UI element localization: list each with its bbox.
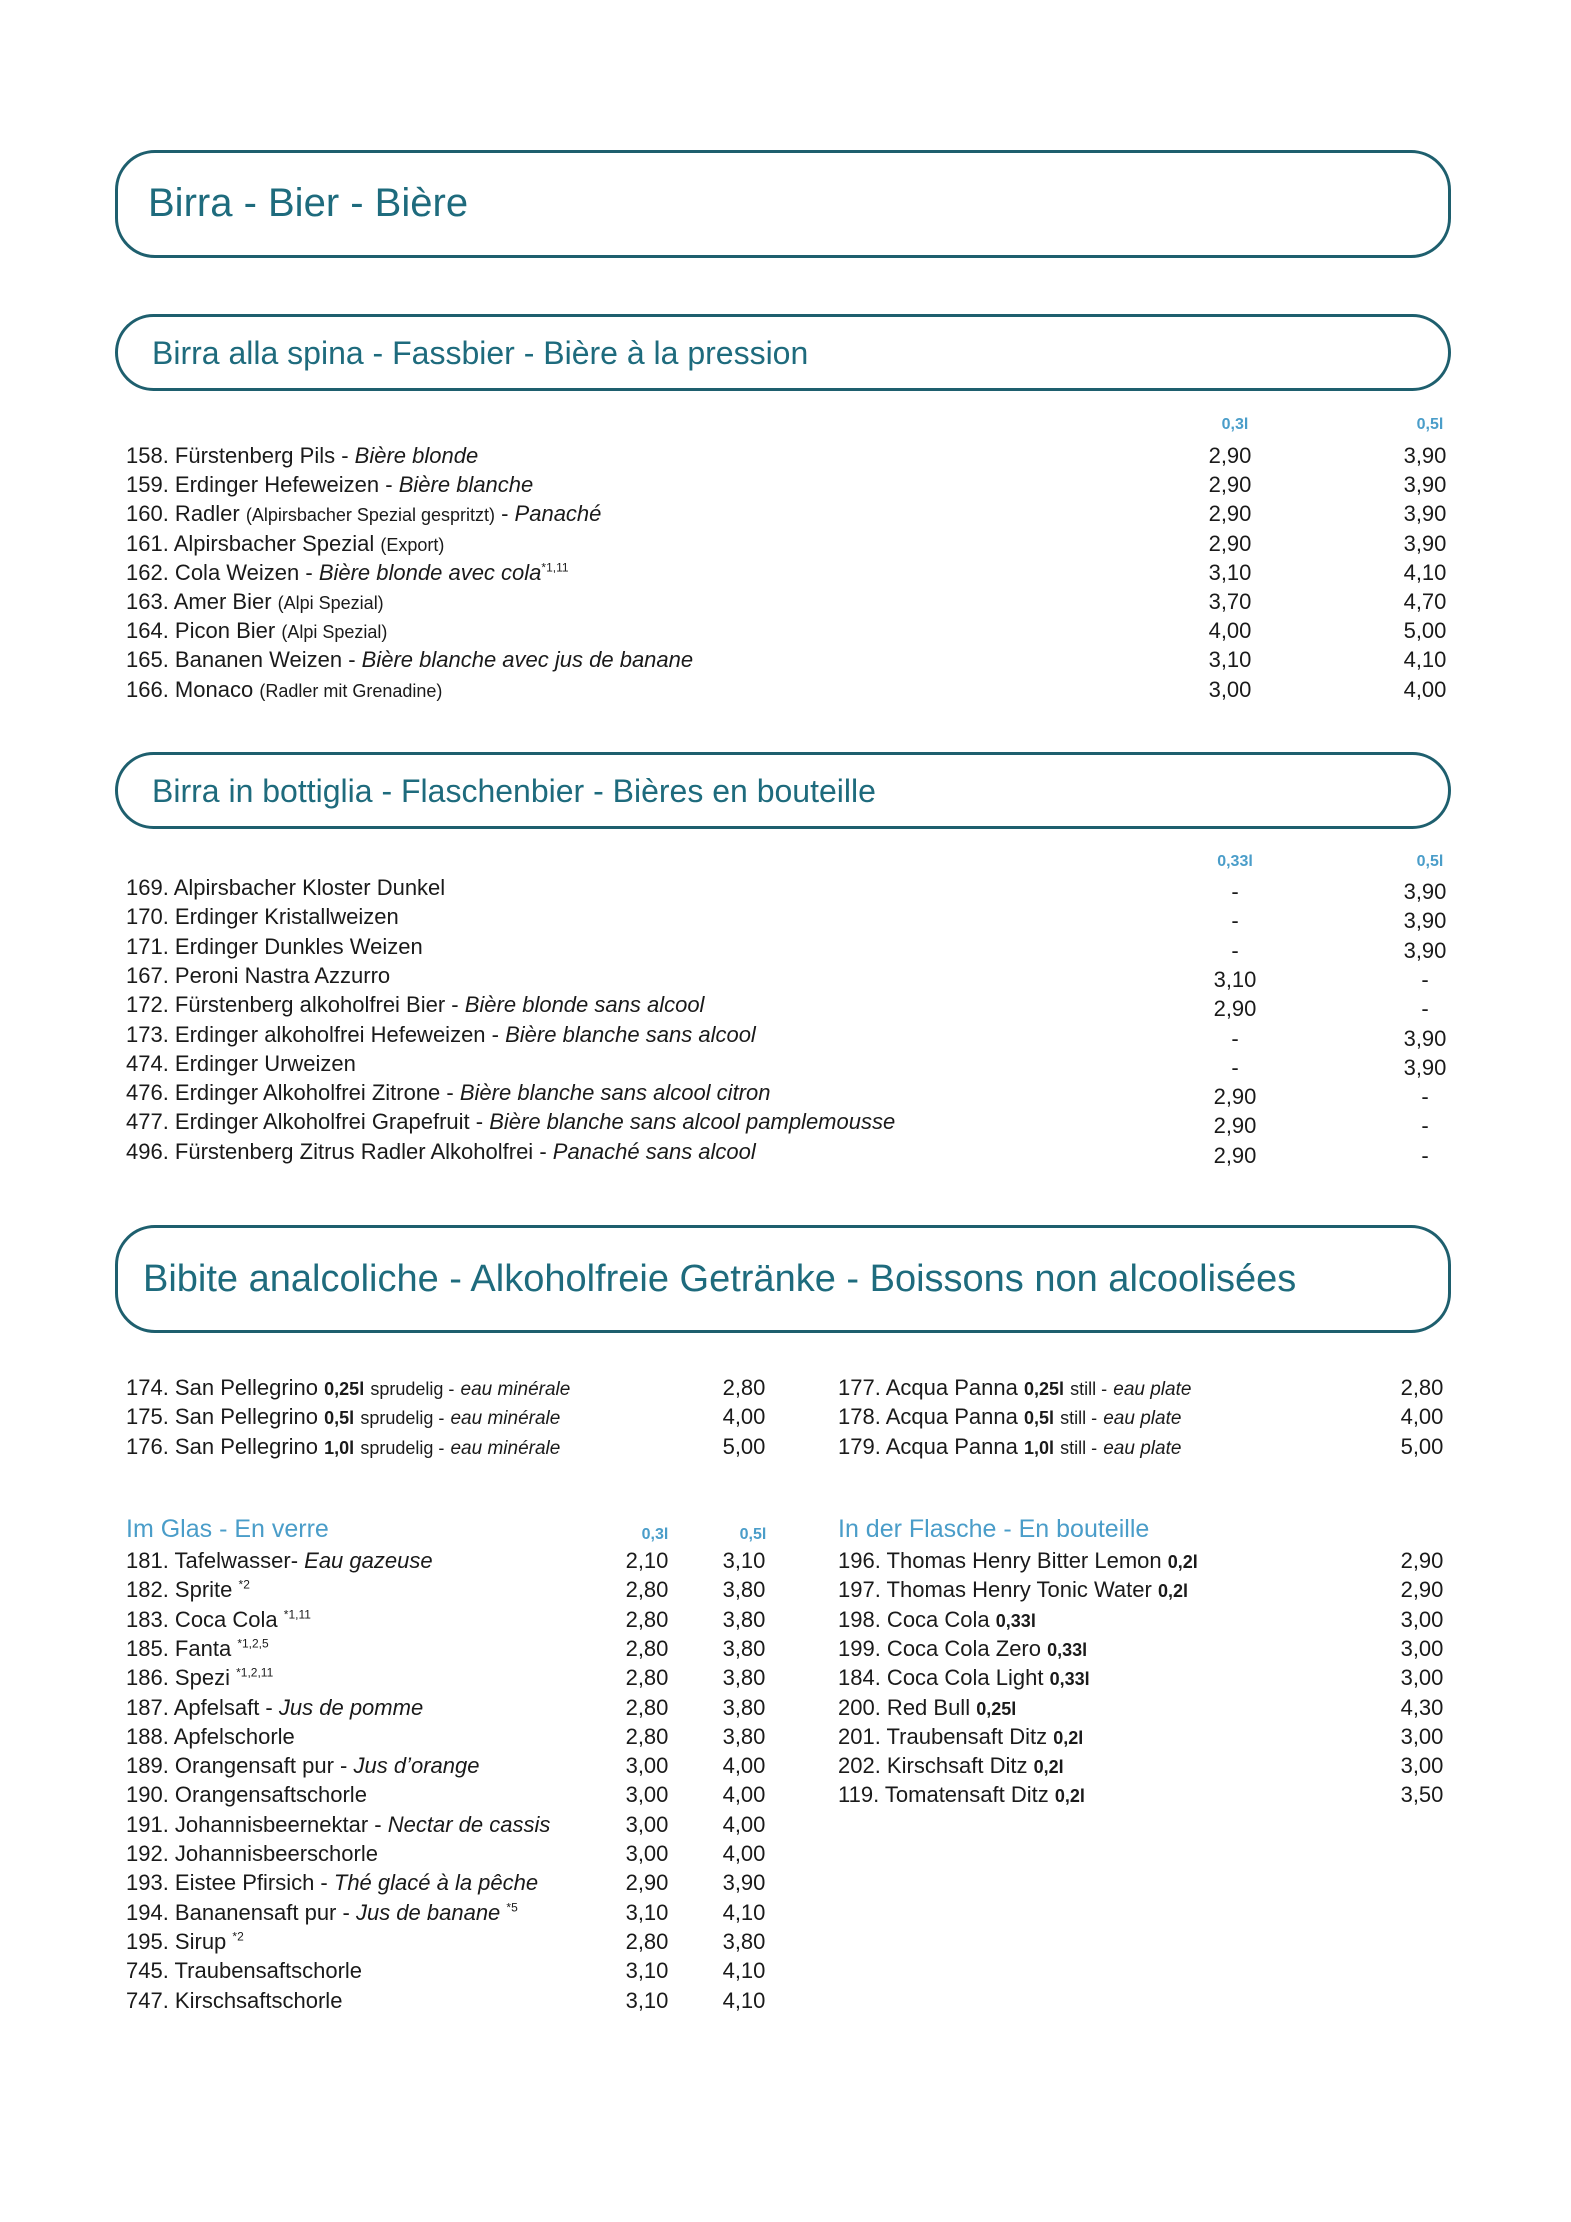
menu-item <box>126 1839 378 1868</box>
item-name: 163. Amer Bier <box>126 589 272 614</box>
menu-item: 172. Fürstenberg alkoholfrei Bier - Bière blonde sans alcool <box>126 992 705 1018</box>
price: 5,00 <box>722 1433 766 1459</box>
item-description: Eau gazeuse <box>304 1548 433 1573</box>
menu-item: 476. Erdinger Alkoholfrei Zitrone - Bière blanche sans alcool citron <box>126 1080 771 1106</box>
item-name: 179. Acqua Panna <box>838 1433 1018 1459</box>
item-description: Panaché <box>514 501 602 527</box>
menu-item <box>838 1780 1085 1809</box>
item-size: 0,25l <box>1023 1379 1064 1399</box>
menu-item <box>838 1634 1087 1663</box>
bottle-col-header-small: 0,33l <box>1217 853 1253 870</box>
item-size: 1,0l <box>324 1437 355 1458</box>
menu-item: 160. Radler (Alpirsbacher Spezial gespritzt) - Panaché <box>126 501 602 527</box>
item-name: 188. Apfelschorle <box>126 1723 295 1749</box>
item-name: 158. Fürstenberg Pils <box>126 443 336 468</box>
menu-item <box>126 1751 479 1780</box>
menu-item <box>838 1546 1198 1575</box>
menu-item: 165. Bananen Weizen - Bière blanche avec jus de banane <box>126 647 694 673</box>
price-small: - <box>1231 1025 1239 1051</box>
item-name: 197. Thomas Henry Tonic Water <box>838 1577 1152 1603</box>
price-large: 4,00 <box>722 1753 766 1779</box>
item-name: 172. Fürstenberg alkoholfrei Bier <box>126 992 446 1018</box>
item-description: Bière blonde avec cola <box>318 559 542 585</box>
menu-item <box>126 1722 295 1751</box>
menu-item <box>126 529 444 558</box>
menu-item <box>838 1605 1036 1634</box>
glass-col-header-small: 0,3l <box>641 1526 669 1543</box>
price-large: 3,90 <box>1403 501 1447 527</box>
price: 3,00 <box>1400 1665 1444 1691</box>
price-large: 3,90 <box>1403 443 1447 468</box>
glass-col-header-large: 0,5l <box>739 1526 767 1543</box>
price-large: 4,00 <box>722 1841 766 1866</box>
item-name: 185. Fanta <box>126 1635 232 1661</box>
menu-item: 158. Fürstenberg Pils - Bière blonde <box>126 443 479 468</box>
item-name: 477. Erdinger Alkoholfrei Grapefruit <box>126 1109 470 1135</box>
item-size: 0,33l <box>1047 1639 1088 1660</box>
item-size: 0,33l <box>995 1610 1036 1631</box>
price: 2,80 <box>722 1375 766 1400</box>
allergen-note: *2 <box>232 1929 244 1944</box>
price-small: 3,10 <box>1208 559 1252 585</box>
menu-item <box>838 1722 1083 1751</box>
price: 3,00 <box>1400 1753 1444 1779</box>
water-item <box>126 1402 560 1431</box>
price: 3,00 <box>1400 1635 1444 1661</box>
menu-item <box>126 616 387 645</box>
menu-item <box>126 1605 311 1634</box>
price-large: 3,90 <box>1403 472 1447 498</box>
water-item <box>126 1432 560 1461</box>
item-name: 192. Johannisbeerschorle <box>126 1841 378 1866</box>
item-note: (Radler mit Grenadine) <box>259 680 443 701</box>
price-small: 3,00 <box>1208 676 1252 702</box>
price-small: 2,80 <box>625 1606 669 1632</box>
item-size: 0,33l <box>1049 1669 1090 1690</box>
item-description: Nectar de cassis <box>387 1811 551 1837</box>
price-small: 2,90 <box>1208 443 1252 468</box>
item-name: 173. Erdinger alkoholfrei Hefeweizen <box>126 1021 486 1047</box>
water-item <box>126 1373 570 1402</box>
item-description: eau plate <box>1103 1408 1182 1430</box>
price-large: 3,90 <box>1403 1025 1447 1051</box>
item-name: 745. Traubensaftschorle <box>126 1958 363 1984</box>
item-size: 0,2l <box>1167 1552 1198 1572</box>
price-large: 3,90 <box>1403 530 1447 556</box>
price-large: 4,10 <box>1403 647 1447 673</box>
price-large: 3,80 <box>722 1606 766 1632</box>
item-name: 164. Picon Bier <box>126 618 276 644</box>
price-small: - <box>1231 937 1239 963</box>
allergen-note: *1,2,5 <box>237 1636 269 1651</box>
price-small: 3,10 <box>625 1987 669 2013</box>
flask-subheading: In der Flasche - En bouteille <box>838 1515 1150 1543</box>
water-item <box>838 1402 1181 1431</box>
price-large: 3,80 <box>722 1635 766 1661</box>
water-item <box>838 1432 1181 1461</box>
menu-item <box>126 675 442 704</box>
item-description: Bière blanche <box>398 472 534 498</box>
item-name: 175. San Pellegrino <box>126 1404 319 1430</box>
item-size: 0,2l <box>1053 1727 1084 1748</box>
price-small: 2,80 <box>625 1723 669 1749</box>
menu-item <box>126 1693 423 1722</box>
menu-item <box>126 1810 550 1839</box>
item-note: (Export) <box>380 534 445 555</box>
allergen-note: *1,11 <box>541 560 569 575</box>
item-kind: sprudelig - <box>370 1379 455 1399</box>
item-description: Bière blonde <box>354 443 479 468</box>
price-small: 2,80 <box>625 1665 669 1691</box>
price-large: - <box>1421 996 1429 1022</box>
price-large: 3,80 <box>722 1665 766 1691</box>
price-large: 3,90 <box>1403 1054 1447 1080</box>
draft-section-banner <box>115 314 1451 391</box>
price-large: 5,00 <box>1403 618 1447 644</box>
menu-item <box>126 1663 273 1692</box>
soft-drinks-section-banner <box>115 1225 1451 1333</box>
price-small: 3,10 <box>625 1899 669 1925</box>
item-note: (Alpi Spezial) <box>281 622 388 643</box>
item-description: Jus d’orange <box>353 1753 480 1779</box>
item-name: 190. Orangensaftschorle <box>126 1782 367 1808</box>
price-large: 3,80 <box>722 1928 766 1954</box>
price-large: 4,00 <box>722 1811 766 1837</box>
price-large: 4,10 <box>1403 559 1447 585</box>
soft-drinks-section-title: Bibite analcoliche - Alkoholfreie Getränke - Boissons non alcoolisées <box>143 1258 1297 1300</box>
price: 4,30 <box>1400 1694 1444 1720</box>
item-name: 476. Erdinger Alkoholfrei Zitrone <box>126 1080 441 1106</box>
item-description: Panaché sans alcool <box>552 1138 756 1164</box>
bottle-col-header-large: 0,5l <box>1416 853 1444 870</box>
item-size: 0,25l <box>976 1698 1017 1719</box>
item-description: eau minérale <box>450 1437 561 1459</box>
menu-item <box>126 1986 342 2015</box>
price-small: 3,10 <box>1208 647 1252 673</box>
price-small: 3,10 <box>1213 966 1257 992</box>
price-small: 2,80 <box>625 1928 669 1954</box>
price-small: 2,90 <box>1208 530 1252 556</box>
menu-item <box>126 1868 538 1897</box>
price-small: 3,70 <box>1208 589 1252 614</box>
price-large: 4,10 <box>722 1899 766 1925</box>
item-name: 187. Apfelsaft - <box>126 1694 273 1720</box>
item-name: 166. Monaco <box>126 676 254 702</box>
price-large: 4,10 <box>722 1958 766 1984</box>
price-small: - <box>1231 879 1239 904</box>
item-size: 0,2l <box>1157 1581 1188 1602</box>
item-name: 167. Peroni Nastra Azzurro <box>126 962 391 988</box>
menu-item <box>838 1693 1016 1722</box>
item-description: Bière blonde sans alcool <box>464 992 705 1018</box>
price-large: 4,00 <box>1403 676 1447 702</box>
price-small: 3,00 <box>625 1753 669 1779</box>
draft-col-header-small: 0,3l <box>1221 416 1249 433</box>
draft-col-header-large: 0,5l <box>1416 416 1444 433</box>
item-name: 202. Kirschsaft Ditz <box>838 1753 1028 1779</box>
price-large: 3,90 <box>1403 879 1447 904</box>
item-name: 196. Thomas Henry Bitter Lemon <box>838 1548 1162 1573</box>
item-note: (Alpirsbacher Spezial gespritzt) <box>245 505 495 526</box>
price-small: 2,80 <box>625 1635 669 1661</box>
price-large: 4,70 <box>1403 589 1447 614</box>
item-name: 174. San Pellegrino <box>126 1375 319 1400</box>
item-name: 184. Coca Cola Light <box>838 1665 1044 1691</box>
item-name: 201. Traubensaft Ditz <box>838 1723 1048 1749</box>
item-name: 189. Orangensaft pur - <box>126 1753 348 1779</box>
price-large: 3,80 <box>722 1723 766 1749</box>
item-name: 193. Eistee Pfirsich - <box>126 1870 328 1896</box>
price: 2,90 <box>1400 1548 1444 1573</box>
price-small: 2,90 <box>1213 1084 1257 1110</box>
item-name: 165. Bananen Weizen <box>126 647 343 673</box>
item-name: 169. Alpirsbacher Kloster Dunkel <box>126 875 446 900</box>
price-small: 3,00 <box>625 1841 669 1866</box>
menu-item <box>126 902 399 931</box>
menu-item <box>126 1956 362 1985</box>
item-name: 496. Fürstenberg Zitrus Radler Alkoholfrei <box>126 1138 534 1164</box>
price-large: 4,10 <box>722 1987 766 2013</box>
bottle-section-banner <box>115 752 1451 829</box>
item-size: 0,2l <box>1054 1786 1085 1807</box>
item-size: 0,5l <box>1023 1408 1054 1429</box>
price: 2,80 <box>1400 1375 1444 1400</box>
price-large: 3,10 <box>722 1548 766 1573</box>
menu-item <box>126 932 423 961</box>
price: 3,50 <box>1400 1782 1444 1808</box>
item-size: 0,5l <box>324 1408 355 1429</box>
price: 5,00 <box>1400 1433 1444 1459</box>
item-kind: still - <box>1060 1437 1098 1458</box>
item-name: 198. Coca Cola <box>838 1606 990 1632</box>
menu-item <box>126 1927 244 1956</box>
item-kind: sprudelig - <box>360 1408 445 1429</box>
price-small: 3,10 <box>625 1958 669 1984</box>
item-description: Bière blanche sans alcool pamplemousse <box>489 1109 896 1135</box>
price-small: 3,00 <box>625 1811 669 1837</box>
item-name: 186. Spezi <box>126 1665 230 1691</box>
price-large: - <box>1421 1113 1429 1139</box>
price-small: 4,00 <box>1208 618 1252 644</box>
item-description: Jus de banane <box>355 1899 501 1925</box>
item-kind: still - <box>1060 1408 1098 1429</box>
item-name: 176. San Pellegrino <box>126 1433 319 1459</box>
price-large: 4,00 <box>722 1782 766 1808</box>
item-kind: still - <box>1070 1379 1108 1399</box>
menu-item <box>126 1634 269 1663</box>
price-large: - <box>1421 1142 1429 1168</box>
menu-item: 496. Fürstenberg Zitrus Radler Alkoholfrei - Panaché sans alcool <box>126 1138 756 1164</box>
price-small: 2,10 <box>625 1548 669 1573</box>
menu-item: 159. Erdinger Hefeweizen - Bière blanche <box>126 472 534 498</box>
price-small: - <box>1231 1054 1239 1080</box>
price: 4,00 <box>722 1404 766 1430</box>
item-name: 119. Tomatensaft Ditz <box>838 1782 1049 1808</box>
item-name: 200. Red Bull <box>838 1694 971 1720</box>
price-large: - <box>1421 1084 1429 1110</box>
item-name: 474. Erdinger Urweizen <box>126 1050 356 1076</box>
price-small: 2,90 <box>1208 472 1252 498</box>
price-large: 3,90 <box>722 1870 766 1896</box>
price: 3,00 <box>1400 1723 1444 1749</box>
menu-item <box>838 1663 1090 1692</box>
item-name: 747. Kirschsaftschorle <box>126 1987 343 2013</box>
price-large: 3,80 <box>722 1694 766 1720</box>
item-name: 181. Tafelwasser- <box>126 1548 299 1573</box>
menu-item: 173. Erdinger alkoholfrei Hefeweizen - Bière blanche sans alcool <box>126 1021 756 1047</box>
item-description: eau minérale <box>460 1379 571 1400</box>
price-large: 3,90 <box>1403 937 1447 963</box>
price-small: 2,90 <box>1213 1113 1257 1139</box>
menu-item <box>126 961 390 990</box>
item-kind: sprudelig - <box>360 1437 445 1458</box>
menu-item <box>838 1751 1064 1780</box>
price-small: - <box>1231 908 1239 934</box>
menu-item <box>126 1049 356 1078</box>
menu-item <box>126 1546 433 1575</box>
item-name: 182. Sprite <box>126 1577 233 1603</box>
price-small: 2,80 <box>625 1577 669 1603</box>
menu-item <box>126 1575 250 1604</box>
draft-section-title: Birra alla spina - Fassbier - Bière à la pression <box>152 335 809 371</box>
menu-item: 477. Erdinger Alkoholfrei Grapefruit - Bière blanche sans alcool pamplemousse <box>126 1109 896 1135</box>
price-small: 3,00 <box>625 1782 669 1808</box>
item-name: 195. Sirup <box>126 1928 227 1954</box>
item-name: 160. Radler <box>126 501 240 527</box>
item-name: 178. Acqua Panna <box>838 1404 1018 1430</box>
price-small: 2,90 <box>625 1870 669 1896</box>
menu-item <box>126 1780 367 1809</box>
allergen-note: *1,2,11 <box>236 1665 274 1680</box>
menu-item <box>126 873 445 902</box>
price-small: 2,90 <box>1208 501 1252 527</box>
item-name: 162. Cola Weizen <box>126 559 300 585</box>
allergen-note: *2 <box>238 1577 250 1592</box>
item-description: eau plate <box>1113 1379 1192 1400</box>
allergen-note: *5 <box>506 1900 518 1915</box>
price-small: 2,80 <box>625 1694 669 1720</box>
menu-item <box>126 1898 518 1927</box>
main-title: Birra - Bier - Bière <box>148 181 469 225</box>
glass-subheading: Im Glas - En verre <box>126 1515 329 1543</box>
price-large: 3,90 <box>1403 908 1447 934</box>
menu-item <box>126 587 384 616</box>
price-small: 2,90 <box>1213 1142 1257 1168</box>
price: 3,00 <box>1400 1606 1444 1632</box>
item-description: Bière blanche avec jus de banane <box>361 647 694 673</box>
menu-item: 162. Cola Weizen - Bière blonde avec cola$^{*1,11}$ <box>126 559 569 585</box>
item-name: 170. Erdinger Kristallweizen <box>126 904 399 930</box>
price: 2,90 <box>1400 1577 1444 1603</box>
item-size: 1,0l <box>1023 1437 1054 1458</box>
item-name: 183. Coca Cola <box>126 1606 278 1632</box>
price: 4,00 <box>1400 1404 1444 1430</box>
item-name: 194. Bananensaft pur - <box>126 1899 350 1925</box>
item-name: 177. Acqua Panna <box>838 1375 1018 1400</box>
main-title-banner <box>115 150 1451 258</box>
price-small: 2,90 <box>1213 996 1257 1022</box>
water-item <box>838 1373 1191 1402</box>
item-name: 159. Erdinger Hefeweizen <box>126 472 380 498</box>
item-note: (Alpi Spezial) <box>277 593 384 613</box>
price-large: 3,80 <box>722 1577 766 1603</box>
item-size: 0,25l <box>324 1379 365 1399</box>
item-description: eau plate <box>1103 1437 1182 1459</box>
bottle-section-title: Birra in bottiglia - Flaschenbier - Bières en bouteille <box>152 773 876 809</box>
item-name: 199. Coca Cola Zero <box>838 1635 1041 1661</box>
item-description: Bière blanche sans alcool citron <box>459 1080 771 1106</box>
item-description: Bière blanche sans alcool <box>505 1021 756 1047</box>
item-description: eau minérale <box>450 1408 561 1430</box>
menu-item <box>838 1575 1188 1604</box>
item-description: Thé glacé à la pêche <box>333 1870 539 1896</box>
item-size: 0,2l <box>1033 1757 1064 1778</box>
item-name: 171. Erdinger Dunkles Weizen <box>126 933 423 959</box>
item-name: 191. Johannisbeernektar - <box>126 1811 382 1837</box>
item-name: 161. Alpirsbacher Spezial <box>126 530 375 556</box>
allergen-note: *1,11 <box>283 1607 311 1622</box>
price-large: - <box>1421 966 1429 992</box>
item-description: Jus de pomme <box>278 1694 424 1720</box>
